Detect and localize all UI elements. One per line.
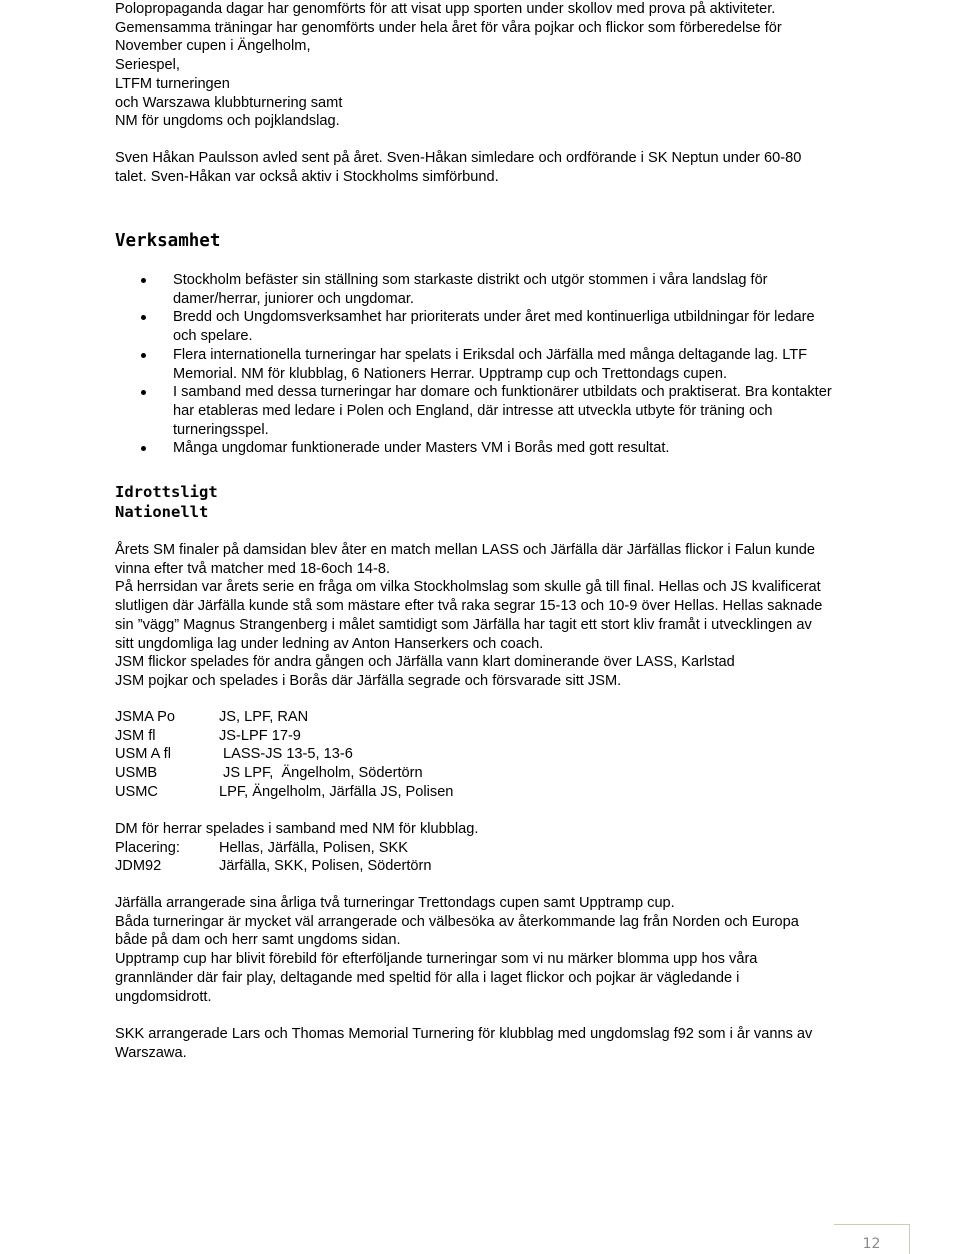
section-heading-nationellt: Nationellt <box>115 503 209 521</box>
text-line: och spelare. <box>173 328 253 345</box>
dm-key: JDM92 <box>115 858 162 875</box>
results-key: JSM fl <box>115 727 156 744</box>
results-value: JS LPF, Ängelholm, Södertörn <box>219 765 423 782</box>
text-line: LTFM turneringen <box>115 75 230 92</box>
results-row <box>115 745 905 764</box>
text-line: sin ”vägg” Magnus Strangenberg i målet samtidigt som Järfälla har tagit ett stort kliv framåt i utvecklingen av <box>115 616 812 633</box>
page-number: 12 <box>862 1236 881 1252</box>
text-line: både på dam och herr samt ungdoms sidan. <box>115 932 401 949</box>
text-line: Järfälla arrangerade sina årliga två turneringar Trettondags cupen samt Upptramp cup. <box>115 895 675 911</box>
jarfalla-paragraph <box>115 894 905 1006</box>
sm-paragraph <box>115 541 905 691</box>
text-line: Stockholm befäster sin ställning som starkaste distrikt och utgör stommen i våra landslag för <box>173 272 768 288</box>
text-line: SKK arrangerade Lars och Thomas Memorial Turnering för klubblag med ungdomslag f92 som i år vanns av <box>115 1026 813 1042</box>
verksamhet-bullet-list <box>115 271 905 458</box>
results-key: USMB <box>115 765 158 782</box>
dm-key: Placering: <box>115 839 180 856</box>
text-line: NM för ungdoms och pojklandslag. <box>115 113 340 130</box>
results-key: USMC <box>115 783 158 800</box>
text-line: På herrsidan var årets serie en fråga om vilka Stockholmslag som skulle gå till final. Hellas och JS kvalificerat <box>115 579 821 596</box>
text-line: ungdomsidrott. <box>115 988 212 1005</box>
results-table <box>115 708 905 802</box>
results-row <box>115 727 905 746</box>
text-line: talet. Sven-Håkan var också aktiv i Stockholms simförbund. <box>115 168 499 185</box>
page-number-box <box>834 1224 910 1254</box>
text-line: Upptramp cup har blivit förebild för efterföljande turneringar som vi nu märker blomma upp hos våra <box>115 951 758 968</box>
results-key: USM A fl <box>115 746 171 763</box>
bullet-icon <box>141 278 146 283</box>
dm-row <box>115 839 905 858</box>
results-value: LPF, Ängelholm, Järfälla JS, Polisen <box>219 783 454 800</box>
text-line: Warszawa. <box>115 1044 187 1061</box>
text-line: Årets SM finaler på damsidan blev åter en match mellan LASS och Järfälla där Järfällas flickor i Falun kunde <box>115 542 816 558</box>
skk-paragraph <box>115 1025 905 1062</box>
results-value: JS-LPF 17-9 <box>219 727 301 744</box>
text-line: vinna efter två matcher med 18-6och 14-8. <box>115 560 390 577</box>
text-line: I samband med dessa turneringar har domare och funktionärer utbildats och praktiserat. Bra kontakter <box>173 384 832 401</box>
results-row <box>115 764 905 783</box>
text-line: November cupen i Ängelholm, <box>115 38 311 55</box>
text-line: Flera internationella turneringar har spelats i Eriksdal och Järfälla med många deltagande lag. LTF <box>173 346 808 363</box>
text-line: grannländer där fair play, deltagande med speltid för alla i laget flickor och pojkar är vägledande i <box>115 969 740 986</box>
bullet-icon <box>141 390 146 395</box>
dm-value: Järfälla, SKK, Polisen, Södertörn <box>219 858 432 875</box>
bullet-item <box>115 439 905 458</box>
dm-value: Hellas, Järfälla, Polisen, SKK <box>219 839 408 856</box>
text-line: Bredd och Ungdomsverksamhet har prioriterats under året med kontinuerliga utbildningar för ledare <box>173 309 815 326</box>
text-line: slutligen där Järfälla kunde stå som mästare efter två raka segrar 15-13 och 10-9 över Hellas. Hellas saknade <box>115 598 823 615</box>
results-value: LASS-JS 13-5, 13-6 <box>219 746 353 763</box>
bullet-item <box>115 308 905 345</box>
results-row <box>115 708 905 727</box>
intro-paragraph <box>115 0 905 131</box>
text-line: och Warszawa klubbturnering samt <box>115 94 343 111</box>
text-line: JSM pojkar och spelades i Borås där Järfälla segrade och försvarade sitt JSM. <box>115 672 622 689</box>
text-line: Gemensamma träningar har genomförts under hela året för våra pojkar och flickor som förberedelse för <box>115 19 782 36</box>
text-line: DM för herrar spelades i samband med NM för klubblag. <box>115 821 479 837</box>
section-heading-idrottsligt: Idrottsligt <box>115 483 218 501</box>
results-key: JSMA Po <box>115 709 176 725</box>
text-line: Seriespel, <box>115 57 180 74</box>
memorial-paragraph <box>115 149 905 186</box>
bullet-icon <box>141 315 146 320</box>
text-line: Polopropaganda dagar har genomförts för att visat upp sporten under skollov med prova på aktiviteter. <box>115 1 776 17</box>
bullet-icon <box>141 353 146 358</box>
bullet-icon <box>141 446 146 451</box>
text-line: Båda turneringar är mycket väl arrangerade och välbesöka av återkommande lag från Norden och Europa <box>115 913 799 930</box>
text-line: Memorial. NM för klubblag, 6 Nationers Herrar. Upptramp cup och Trettondags cupen. <box>173 365 728 382</box>
text-line: Sven Håkan Paulsson avled sent på året. Sven-Håkan simledare och ordförande i SK Neptun under 60-80 <box>115 150 802 166</box>
results-row <box>115 783 905 802</box>
idrottsligt-heading-block <box>115 482 218 522</box>
bullet-item <box>115 346 905 383</box>
text-line: damer/herrar, juniorer och ungdomar. <box>173 290 414 307</box>
dm-row <box>115 857 905 876</box>
text-line: har etableras med ledare i Polen och England, där intresse att utveckla utbyte för träning och <box>173 402 773 419</box>
bullet-item <box>115 383 905 439</box>
text-line: Många ungdomar funktionerade under Masters VM i Borås med gott resultat. <box>173 440 670 457</box>
text-line: sitt ungdomliga lag under ledning av Anton Hanserkers och coach. <box>115 635 544 652</box>
results-value: JS, LPF, RAN <box>219 709 309 725</box>
bullet-item <box>115 271 905 308</box>
text-line: JSM flickor spelades för andra gången och Järfälla vann klart dominerande över LASS, Karlstad <box>115 654 735 671</box>
section-heading-verksamhet: Verksamhet <box>115 231 221 251</box>
dm-paragraph <box>115 820 905 876</box>
text-line: turneringsspel. <box>173 421 269 438</box>
